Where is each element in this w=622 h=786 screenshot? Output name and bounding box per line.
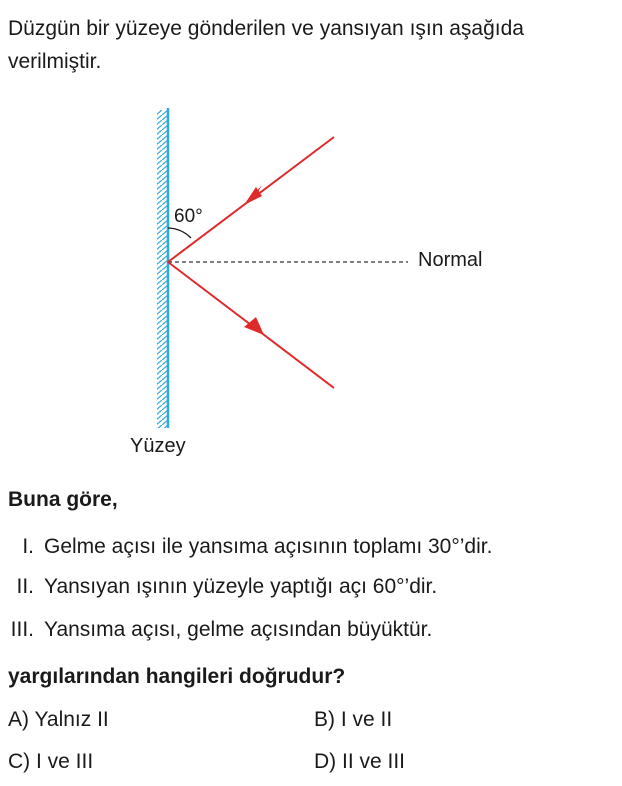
question-prompt: yargılarından hangileri doğrudur? [8,665,346,688]
surface-label: Yüzey [130,435,186,457]
option-a[interactable]: A) Yalnız II [8,708,109,731]
question-intro: Düzgün bir yüzeye gönderilen ve yansıyan ışın aşağıda verilmiştir. [8,17,524,73]
statement-number: II. [16,575,34,598]
angle-arc [168,228,191,238]
mirror-hatching [157,110,168,428]
reflection-diagram [0,100,622,470]
reflected-ray-arrow-icon [244,317,264,335]
normal-label: Normal [418,249,483,271]
statement-2 [0,575,437,599]
option-d[interactable]: D) II ve III [314,750,406,773]
statement-number: III. [10,618,34,641]
statement-1 [0,535,492,559]
statement-3 [0,618,432,642]
question-lead: Buna göre, [8,488,118,511]
statement-text: Yansıma açısı, gelme açısından büyüktür. [44,618,433,641]
angle-label: 60° [174,206,203,227]
option-b[interactable]: B) I ve II [314,708,393,731]
option-c[interactable]: C) I ve III [8,750,94,773]
statement-text: Yansıyan ışının yüzeyle yaptığı açı 60°’dir. [44,575,438,598]
statement-number: I. [22,535,34,558]
statement-text: Gelme açısı ile yansıma açısının toplamı 30°’dir. [44,535,493,558]
